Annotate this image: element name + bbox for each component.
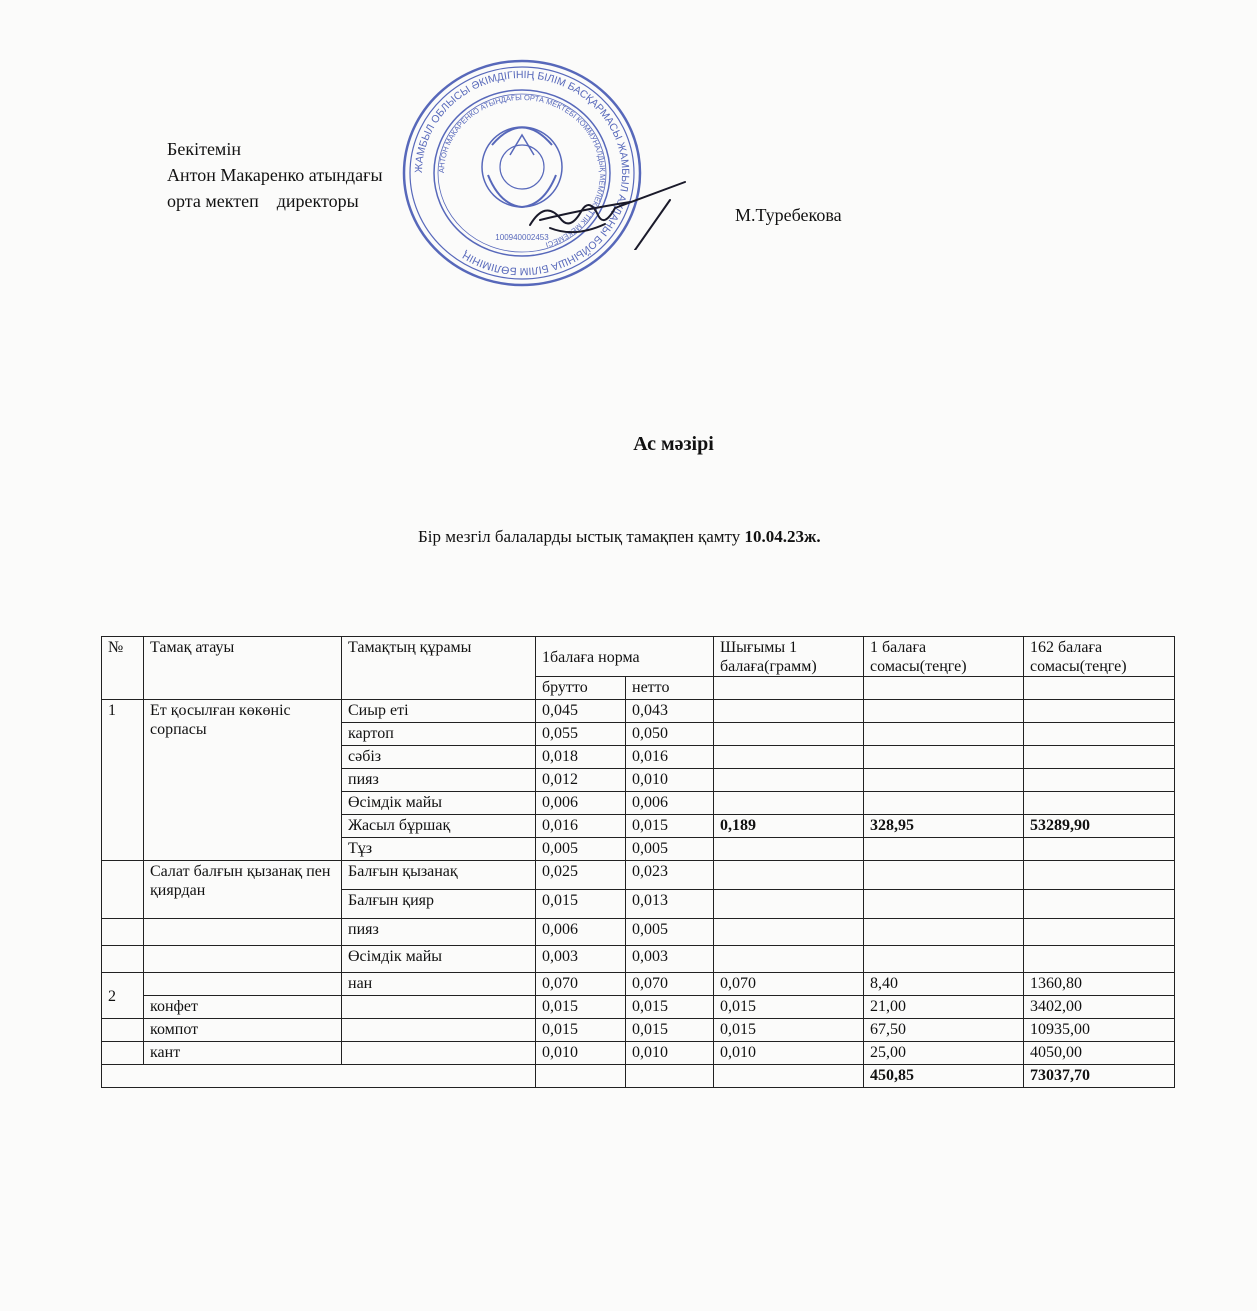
header-gross: брутто bbox=[536, 677, 626, 700]
gross: 0,003 bbox=[536, 946, 626, 973]
table-row bbox=[102, 700, 1175, 723]
gross: 0,070 bbox=[536, 973, 626, 996]
yield: 0,189 bbox=[714, 815, 864, 838]
yield bbox=[714, 769, 864, 792]
net: 0,050 bbox=[626, 723, 714, 746]
director-name: М.Туребекова bbox=[735, 205, 842, 225]
gross: 0,025 bbox=[536, 861, 626, 890]
empty-cell bbox=[714, 890, 864, 919]
table-row bbox=[102, 861, 1175, 890]
header-num: № bbox=[102, 637, 144, 700]
dish-name: конфет bbox=[144, 996, 342, 1019]
net: 0,043 bbox=[626, 700, 714, 723]
cost-all bbox=[1024, 700, 1175, 723]
director-signature bbox=[520, 180, 690, 250]
empty-cell bbox=[102, 861, 144, 919]
subtitle-date: 10.04.23ж. bbox=[744, 527, 821, 546]
stamp-outer-text: ЖАМБЫЛ ОБЛЫСЫ ӘКІМДІГІНІҢ БІЛІМ БАСҚАРМАСЫ ЖАМБЫЛ АУДАНЫ БОЙЫНША БІЛІМ БӨЛІМІНІҢ bbox=[412, 68, 632, 278]
gross: 0,015 bbox=[536, 1019, 626, 1042]
cost-all bbox=[1024, 723, 1175, 746]
net: 0,005 bbox=[626, 919, 714, 946]
empty-cell bbox=[144, 919, 342, 946]
empty-cell bbox=[102, 1042, 144, 1065]
ingredient: пияз bbox=[342, 919, 536, 946]
ingredient: картоп bbox=[342, 723, 536, 746]
gross: 0,015 bbox=[536, 996, 626, 1019]
gross: 0,055 bbox=[536, 723, 626, 746]
header-cost-all: 162 балаға сомасы(теңге) bbox=[1024, 637, 1175, 677]
empty-cell bbox=[864, 919, 1024, 946]
empty-cell bbox=[144, 973, 342, 996]
table-row bbox=[102, 919, 1175, 946]
cost-one: 328,95 bbox=[864, 815, 1024, 838]
gross: 0,016 bbox=[536, 815, 626, 838]
yield: 0,070 bbox=[714, 973, 864, 996]
cost-all: 1360,80 bbox=[1024, 973, 1175, 996]
cost-all: 4050,00 bbox=[1024, 1042, 1175, 1065]
ingredient: Жасыл бұршақ bbox=[342, 815, 536, 838]
cost-one bbox=[864, 700, 1024, 723]
yield: 0,015 bbox=[714, 996, 864, 1019]
empty-cell bbox=[102, 1019, 144, 1042]
empty-cell bbox=[1024, 861, 1175, 890]
header-dish: Тамақ атауы bbox=[144, 637, 342, 700]
empty-cell bbox=[342, 1042, 536, 1065]
cost-one bbox=[864, 792, 1024, 815]
ingredient: Өсімдік майы bbox=[342, 946, 536, 973]
empty-cell bbox=[1024, 919, 1175, 946]
ingredient: Балғын қияр bbox=[342, 890, 536, 919]
gross: 0,006 bbox=[536, 919, 626, 946]
ingredient: Өсімдік майы bbox=[342, 792, 536, 815]
net: 0,070 bbox=[626, 973, 714, 996]
dish-name: компот bbox=[144, 1019, 342, 1042]
cost-all bbox=[1024, 838, 1175, 861]
dish-name: кант bbox=[144, 1042, 342, 1065]
cost-one bbox=[864, 769, 1024, 792]
ingredient: Сиыр еті bbox=[342, 700, 536, 723]
cost-all: 3402,00 bbox=[1024, 996, 1175, 1019]
page-title: Ас мәзірі bbox=[633, 433, 714, 455]
net: 0,005 bbox=[626, 838, 714, 861]
empty-cell bbox=[714, 677, 864, 700]
total-cost-all: 73037,70 bbox=[1024, 1065, 1175, 1088]
empty-cell bbox=[342, 1019, 536, 1042]
gross: 0,010 bbox=[536, 1042, 626, 1065]
empty-cell bbox=[864, 677, 1024, 700]
stamp-id-number: 100940002453 bbox=[495, 233, 549, 242]
empty-cell bbox=[714, 919, 864, 946]
yield bbox=[714, 700, 864, 723]
cost-one: 67,50 bbox=[864, 1019, 1024, 1042]
gross: 0,015 bbox=[536, 890, 626, 919]
approval-line: Антон Макаренко атындағы bbox=[167, 165, 383, 185]
table-header-row bbox=[102, 637, 1175, 677]
empty-cell bbox=[1024, 946, 1175, 973]
cost-one: 25,00 bbox=[864, 1042, 1024, 1065]
dish-num: 1 bbox=[102, 700, 144, 861]
net: 0,003 bbox=[626, 946, 714, 973]
empty-cell bbox=[864, 890, 1024, 919]
empty-cell bbox=[102, 1065, 536, 1088]
table-row bbox=[102, 1019, 1175, 1042]
empty-cell bbox=[714, 861, 864, 890]
header-norm: 1балаға норма bbox=[536, 637, 714, 677]
dish-name: Ет қосылған көкөніс сорпасы bbox=[144, 700, 342, 861]
empty-cell bbox=[102, 946, 144, 973]
empty-cell bbox=[144, 946, 342, 973]
gross: 0,018 bbox=[536, 746, 626, 769]
net: 0,006 bbox=[626, 792, 714, 815]
subtitle-text: Бір мезгіл балаларды ыстық тамақпен қамту bbox=[418, 527, 745, 546]
cost-one bbox=[864, 723, 1024, 746]
net: 0,013 bbox=[626, 890, 714, 919]
stamp-inner-text: АНТОН МАКАРЕНКО АТЫНДАҒЫ ОРТА МЕКТЕБІ КОММУНАЛДЫҚ МЕМЛЕКЕТТІК МЕКЕМЕСІ bbox=[436, 92, 608, 250]
empty-cell bbox=[714, 1065, 864, 1088]
cost-all bbox=[1024, 746, 1175, 769]
cost-one bbox=[864, 746, 1024, 769]
yield bbox=[714, 838, 864, 861]
empty-cell bbox=[342, 996, 536, 1019]
empty-cell bbox=[864, 946, 1024, 973]
ingredient: Балғын қызанақ bbox=[342, 861, 536, 890]
ingredient: сәбіз bbox=[342, 746, 536, 769]
totals-row bbox=[102, 1065, 1175, 1088]
cost-one: 8,40 bbox=[864, 973, 1024, 996]
header-cost-one: 1 балаға сомасы(теңге) bbox=[864, 637, 1024, 677]
net: 0,015 bbox=[626, 815, 714, 838]
ingredient: пияз bbox=[342, 769, 536, 792]
net: 0,023 bbox=[626, 861, 714, 890]
cost-all bbox=[1024, 769, 1175, 792]
net: 0,010 bbox=[626, 769, 714, 792]
empty-cell bbox=[626, 1065, 714, 1088]
total-cost-one: 450,85 bbox=[864, 1065, 1024, 1088]
net: 0,015 bbox=[626, 1019, 714, 1042]
yield bbox=[714, 792, 864, 815]
approval-line: Бекітемін bbox=[167, 139, 241, 159]
empty-cell bbox=[714, 946, 864, 973]
ingredient: нан bbox=[342, 973, 536, 996]
header-ingredients: Тамақтың құрамы bbox=[342, 637, 536, 700]
table-row bbox=[102, 996, 1175, 1019]
empty-cell bbox=[1024, 677, 1175, 700]
header-net: нетто bbox=[626, 677, 714, 700]
cost-one bbox=[864, 838, 1024, 861]
net: 0,010 bbox=[626, 1042, 714, 1065]
yield: 0,015 bbox=[714, 1019, 864, 1042]
gross: 0,012 bbox=[536, 769, 626, 792]
cost-one: 21,00 bbox=[864, 996, 1024, 1019]
ingredient: Тұз bbox=[342, 838, 536, 861]
gross: 0,005 bbox=[536, 838, 626, 861]
yield bbox=[714, 723, 864, 746]
cost-all: 53289,90 bbox=[1024, 815, 1175, 838]
cost-all: 10935,00 bbox=[1024, 1019, 1175, 1042]
gross: 0,006 bbox=[536, 792, 626, 815]
table-row bbox=[102, 946, 1175, 973]
net: 0,015 bbox=[626, 996, 714, 1019]
net: 0,016 bbox=[626, 746, 714, 769]
menu-table bbox=[101, 636, 1175, 1088]
dish-num: 2 bbox=[102, 973, 144, 1019]
empty-cell bbox=[102, 919, 144, 946]
table-row bbox=[102, 973, 1175, 996]
subtitle bbox=[418, 527, 821, 547]
dish-name: Салат балғын қызанақ пен қиярдан bbox=[144, 861, 342, 919]
cost-all bbox=[1024, 792, 1175, 815]
gross: 0,045 bbox=[536, 700, 626, 723]
empty-cell bbox=[864, 861, 1024, 890]
header-yield: Шығымы 1 балаға(грамм) bbox=[714, 637, 864, 677]
empty-cell bbox=[536, 1065, 626, 1088]
table-row bbox=[102, 1042, 1175, 1065]
empty-cell bbox=[1024, 890, 1175, 919]
official-stamp bbox=[400, 55, 645, 295]
yield: 0,010 bbox=[714, 1042, 864, 1065]
yield bbox=[714, 746, 864, 769]
approval-block bbox=[167, 136, 383, 214]
approval-line: орта мектеп директоры bbox=[167, 191, 359, 211]
